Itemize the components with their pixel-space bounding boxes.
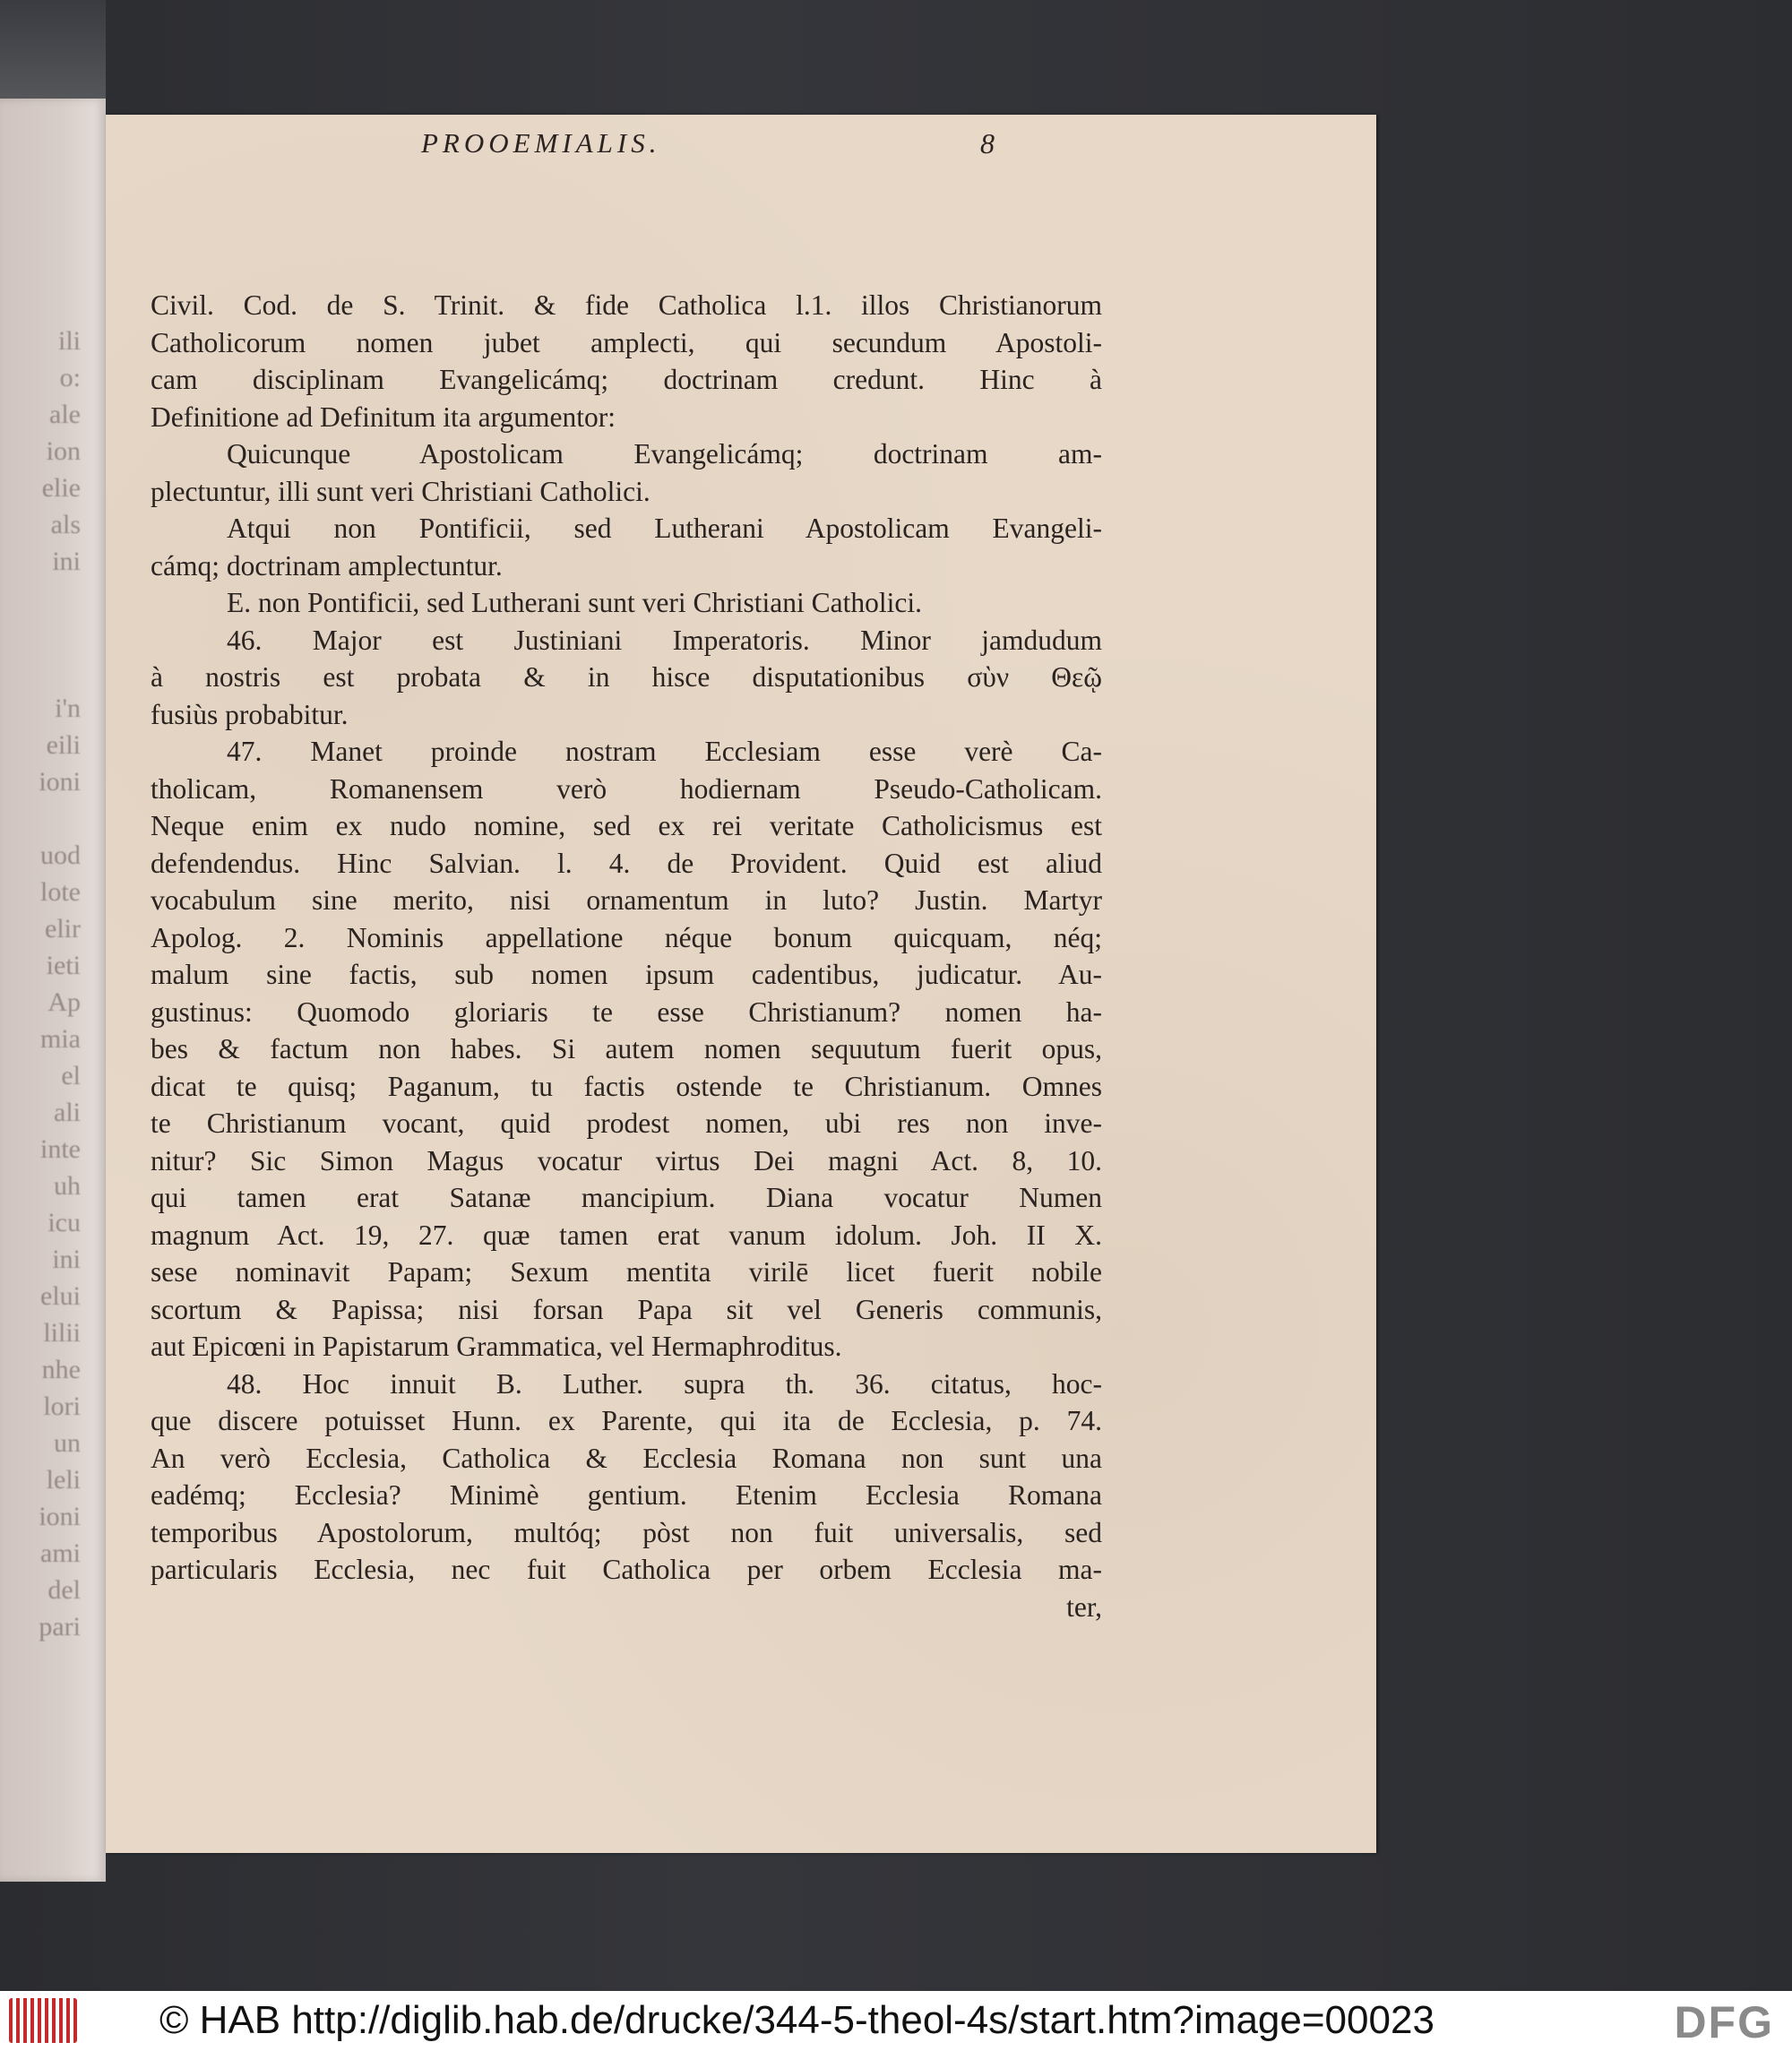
facing-page-fragment: ieti: [46, 951, 81, 980]
facing-page-fragment: elie: [41, 473, 81, 503]
text-line: Neque enim ex nudo nomine, sed ex rei veritate Catholicismus est: [151, 810, 1102, 841]
facing-page-fragment: Ap: [47, 987, 81, 1017]
text-line: sese nominavit Papam; Sexum mentita virilē licet fuerit nobile: [151, 1256, 1102, 1288]
facing-page-fragment: uh: [54, 1171, 81, 1201]
facing-page-fragment: lori: [43, 1392, 81, 1421]
text-line: fusiùs probabitur.: [151, 698, 349, 730]
facing-page-fragment: ini: [52, 1245, 81, 1274]
facing-page-fragment: [0, 653, 81, 690]
text-line: Civil. Cod. de S. Trinit. & fide Catholica l.1. illos Christianorum: [151, 289, 1102, 321]
left-page-top-shadow: [0, 0, 106, 99]
facing-page-fragment: un: [54, 1428, 81, 1458]
text-line: dicat te quisq; Paganum, tu factis ostende te Christianum. Omnes: [151, 1070, 1102, 1102]
text-line: E. non Pontificii, sed Lutherani sunt veri Christiani Catholici.: [227, 587, 923, 618]
text-line: nitur? Sic Simon Magus vocatur virtus Dei magni Act. 8, 10.: [151, 1144, 1102, 1176]
text-line: magnum Act. 19, 27. quæ tamen erat vanum idolum. Joh. II X.: [151, 1219, 1102, 1251]
facing-page-fragment: [0, 580, 81, 616]
text-line: scortum & Papissa; nisi forsan Papa sit vel Generis communis,: [151, 1293, 1102, 1325]
facing-page-fragment: [0, 616, 81, 653]
facing-page-fragment: elui: [40, 1281, 81, 1311]
facing-page-fragment: eili: [46, 730, 81, 760]
facing-page-fragment: uod: [40, 840, 81, 870]
text-line: à nostris est probata & in hisce disputationibus σὺν Θεῷ: [151, 661, 1102, 693]
text-line: Quicunque Apostolicam Evangelicámq; doctrinam am-: [227, 438, 1102, 470]
text-line: temporibus Apostolorum, multóq; pòst non fuit universalis, sed: [151, 1516, 1102, 1548]
hab-barcode-logo-icon: [9, 1998, 77, 2043]
text-line: 48. Hoc innuit B. Luther. supra th. 36. citatus, hoc-: [227, 1367, 1102, 1400]
text-line: tholicam, Romanensem verò hodiernam Pseudo-Catholicam.: [151, 772, 1102, 805]
facing-page-fragment: o:: [59, 363, 81, 392]
text-line: te Christianum vocant, quid prodest nomen, ubi res non inve-: [151, 1107, 1102, 1139]
facing-page-fragment: inte: [40, 1134, 81, 1164]
text-line: Apolog. 2. Nominis appellatione néque bonum quicquam, néq;: [151, 921, 1102, 953]
facing-page-fragment: pari: [39, 1612, 81, 1642]
text-line: bes & factum non habes. Si autem nomen sequutum fuerit opus,: [151, 1033, 1102, 1064]
facing-page-fragment: leli: [46, 1465, 81, 1495]
running-title: PROOEMIALIS.: [421, 127, 661, 159]
body-text: [151, 287, 1102, 1625]
facing-page-fragment: el: [61, 1061, 81, 1090]
text-line: 47. Manet proinde nostram Ecclesiam esse verè Ca-: [227, 736, 1102, 767]
facing-page-fragment: lilii: [43, 1318, 81, 1348]
text-line: 46. Major est Justiniani Imperatoris. Minor jamdudum: [227, 624, 1102, 656]
facing-page-fragment: ale: [49, 400, 81, 429]
facing-page-text: [0, 323, 81, 1645]
text-line: defendendus. Hinc Salvian. l. 4. de Provident. Quid est aliud: [151, 847, 1102, 879]
text-line: malum sine factis, sub nomen ipsum cadentibus, judicatur. Au-: [151, 959, 1102, 990]
facing-page-fragment: [0, 800, 81, 837]
text-line: cámq; doctrinam amplectuntur.: [151, 549, 503, 582]
text-line: An verò Ecclesia, Catholica & Ecclesia Romana non sunt una: [151, 1442, 1102, 1474]
text-line: cam disciplinam Evangelicámq; doctrinam credunt. Hinc à: [151, 364, 1102, 395]
facing-page-fragment: ami: [40, 1538, 81, 1568]
text-line: que discere potuisset Hunn. ex Parente, qui ita de Ecclesia, p. 74.: [151, 1405, 1102, 1436]
text-line: vocabulum sine merito, nisi ornamentum in luto? Justin. Martyr: [151, 884, 1102, 916]
running-head: [314, 127, 995, 163]
dfg-logo: DFG: [1674, 1997, 1774, 2047]
facing-page-fragment: del: [47, 1575, 81, 1605]
text-line: qui tamen erat Satanæ mancipium. Diana vocatur Numen: [151, 1182, 1102, 1213]
facing-page-fragment: i'n: [55, 694, 81, 723]
page-number: 8: [980, 127, 995, 159]
facing-page-fragment: ioni: [39, 767, 81, 797]
facing-page-fragment: nhe: [41, 1355, 81, 1384]
text-line: particularis Ecclesia, nec fuit Catholica per orbem Ecclesia ma-: [151, 1554, 1102, 1585]
text-line: Catholicorum nomen jubet amplecti, qui secundum Apostoli-: [151, 326, 1102, 358]
facing-page-fragment: elir: [45, 914, 81, 944]
facing-page-fragment: ion: [46, 436, 81, 466]
facing-page-fragment: ini: [52, 547, 81, 576]
facing-page-fragment: als: [50, 510, 81, 539]
footer-bar: [0, 1991, 1792, 2051]
facing-page-fragment: lote: [40, 877, 81, 907]
text-line: eadémq; Ecclesia? Minimè gentium. Etenim Ecclesia Romana: [151, 1479, 1102, 1511]
facing-page-fragment: icu: [47, 1208, 81, 1237]
facing-page-fragment: ili: [57, 326, 81, 356]
text-line: Atqui non Pontificii, sed Lutherani Apostolicam Evangeli-: [227, 513, 1102, 544]
facing-page-fragment: mia: [40, 1024, 81, 1054]
facing-page-fragment: ioni: [39, 1502, 81, 1531]
text-line: ter,: [1066, 1590, 1102, 1623]
facing-page-fragment: ali: [54, 1098, 81, 1127]
source-url[interactable]: © HAB http://diglib.hab.de/drucke/344-5-theol-4s/start.htm?image=00023: [159, 1998, 1434, 2042]
text-line: aut Epicœni in Papistarum Grammatica, vel Hermaphroditus.: [151, 1331, 842, 1362]
text-line: plectuntur, illi sunt veri Christiani Catholici.: [151, 475, 650, 507]
text-line: gustinus: Quomodo gloriaris te esse Christianum? nomen ha-: [151, 995, 1102, 1028]
facing-page-edge: [0, 99, 106, 1882]
text-line: Definitione ad Definitum ita argumentor:: [151, 401, 616, 433]
